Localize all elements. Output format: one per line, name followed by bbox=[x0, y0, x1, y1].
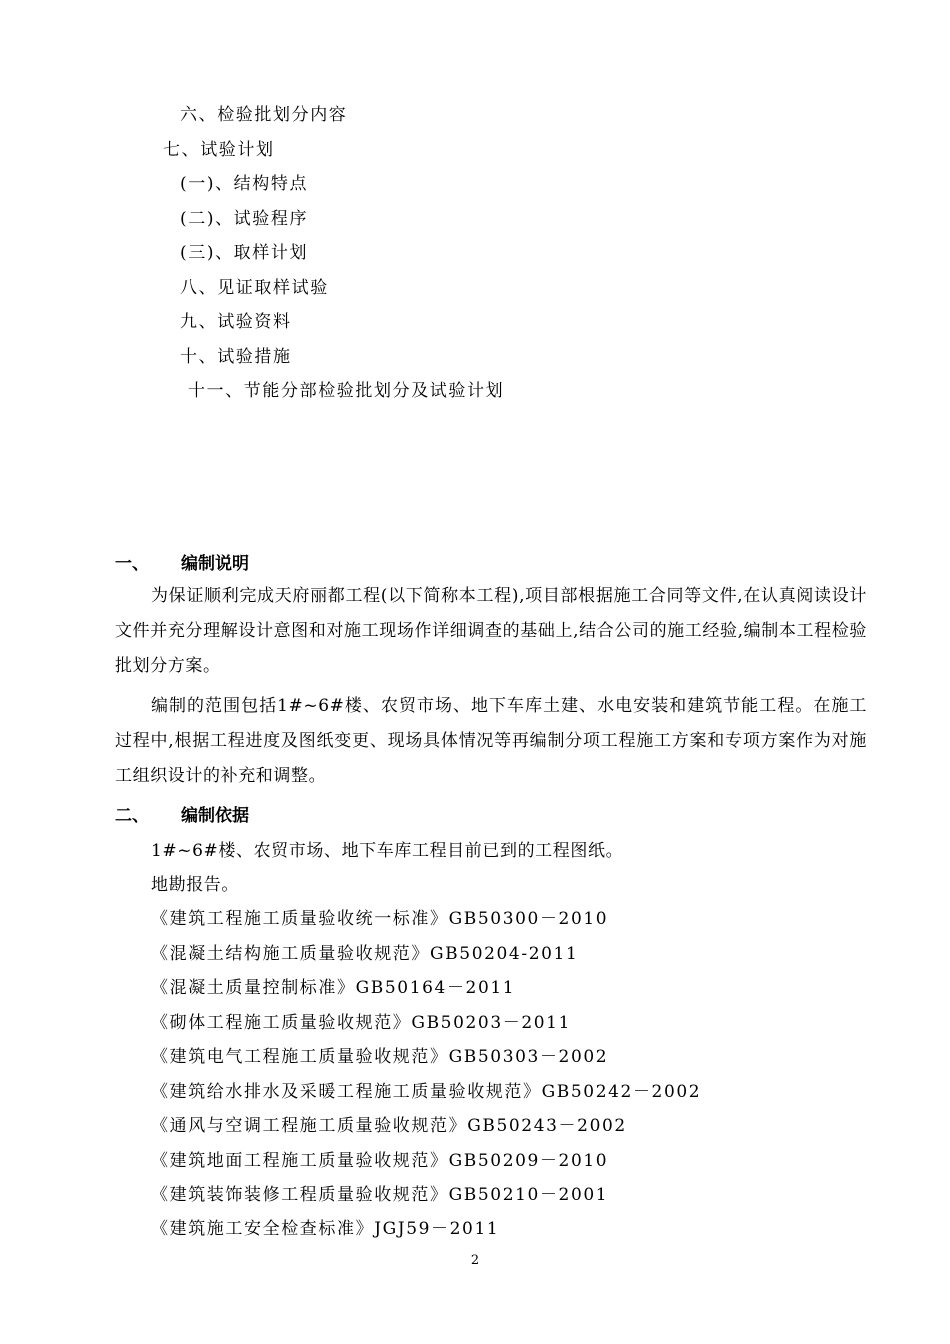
section-1-paragraph-2: 编制的范围包括1#~6#楼、农贸市场、地下车库土建、水电安装和建筑节能工程。在施工过程中,根据工程进度及图纸变更、现场具体情况等再编制分项工程施工方案和专项方案作为对施工组织设计的补充和调整。 bbox=[115, 696, 867, 786]
section-2-title: 编制依据 bbox=[181, 806, 249, 826]
section-1-number: 一、 bbox=[115, 554, 149, 574]
reference-item: 《混凝土结构施工质量验收规范》GB50204-2011 bbox=[151, 944, 579, 964]
reference-item: 《通风与空调工程施工质量验收规范》GB50243－2002 bbox=[151, 1116, 627, 1136]
reference-item: 《砌体工程施工质量验收规范》GB50203－2011 bbox=[151, 1013, 572, 1033]
section-2-heading bbox=[115, 805, 249, 827]
reference-item: 1#~6#楼、农贸市场、地下车库工程目前已到的工程图纸。 bbox=[151, 841, 624, 861]
reference-item: 《建筑电气工程施工质量验收规范》GB50303－2002 bbox=[151, 1047, 609, 1067]
toc-item-11: 十一、节能分部检验批划分及试验计划 bbox=[188, 381, 505, 401]
section-1-title: 编制说明 bbox=[181, 554, 249, 574]
toc-item-7-2: (二)、试验程序 bbox=[180, 209, 309, 229]
section-1-paragraph-1: 为保证顺利完成天府丽都工程(以下简称本工程),项目部根据施工合同等文件,在认真阅读设计文件并充分理解设计意图和对施工现场作详细调查的基础上,结合公司的施工经验,编制本工程检验批划分方案。 bbox=[115, 586, 867, 676]
toc-item-7-3: (三)、取样计划 bbox=[180, 243, 309, 263]
reference-item: 《建筑装饰装修工程质量验收规范》GB50210－2001 bbox=[151, 1185, 609, 1205]
reference-item: 《建筑施工安全检查标准》JGJ59－2011 bbox=[151, 1219, 500, 1239]
reference-item: 《建筑给水排水及采暖工程施工质量验收规范》GB50242－2002 bbox=[151, 1082, 702, 1102]
toc-item-7-1: (一)、结构特点 bbox=[180, 174, 309, 194]
page-number: 2 bbox=[470, 1253, 480, 1268]
section-1-heading bbox=[115, 553, 249, 575]
reference-item: 《建筑工程施工质量验收统一标准》GB50300－2010 bbox=[151, 909, 609, 929]
toc-item-6: 六、检验批划分内容 bbox=[180, 105, 348, 125]
reference-item: 《建筑地面工程施工质量验收规范》GB50209－2010 bbox=[151, 1151, 609, 1171]
section-2-number: 二、 bbox=[115, 806, 149, 826]
toc-item-8: 八、见证取样试验 bbox=[180, 278, 329, 298]
toc-item-9: 九、试验资料 bbox=[180, 312, 292, 332]
toc-item-10: 十、试验措施 bbox=[180, 347, 292, 367]
reference-item: 《混凝土质量控制标准》GB50164－2011 bbox=[151, 978, 516, 998]
toc-item-7: 七、试验计划 bbox=[163, 140, 275, 160]
reference-item: 地勘报告。 bbox=[151, 875, 239, 895]
